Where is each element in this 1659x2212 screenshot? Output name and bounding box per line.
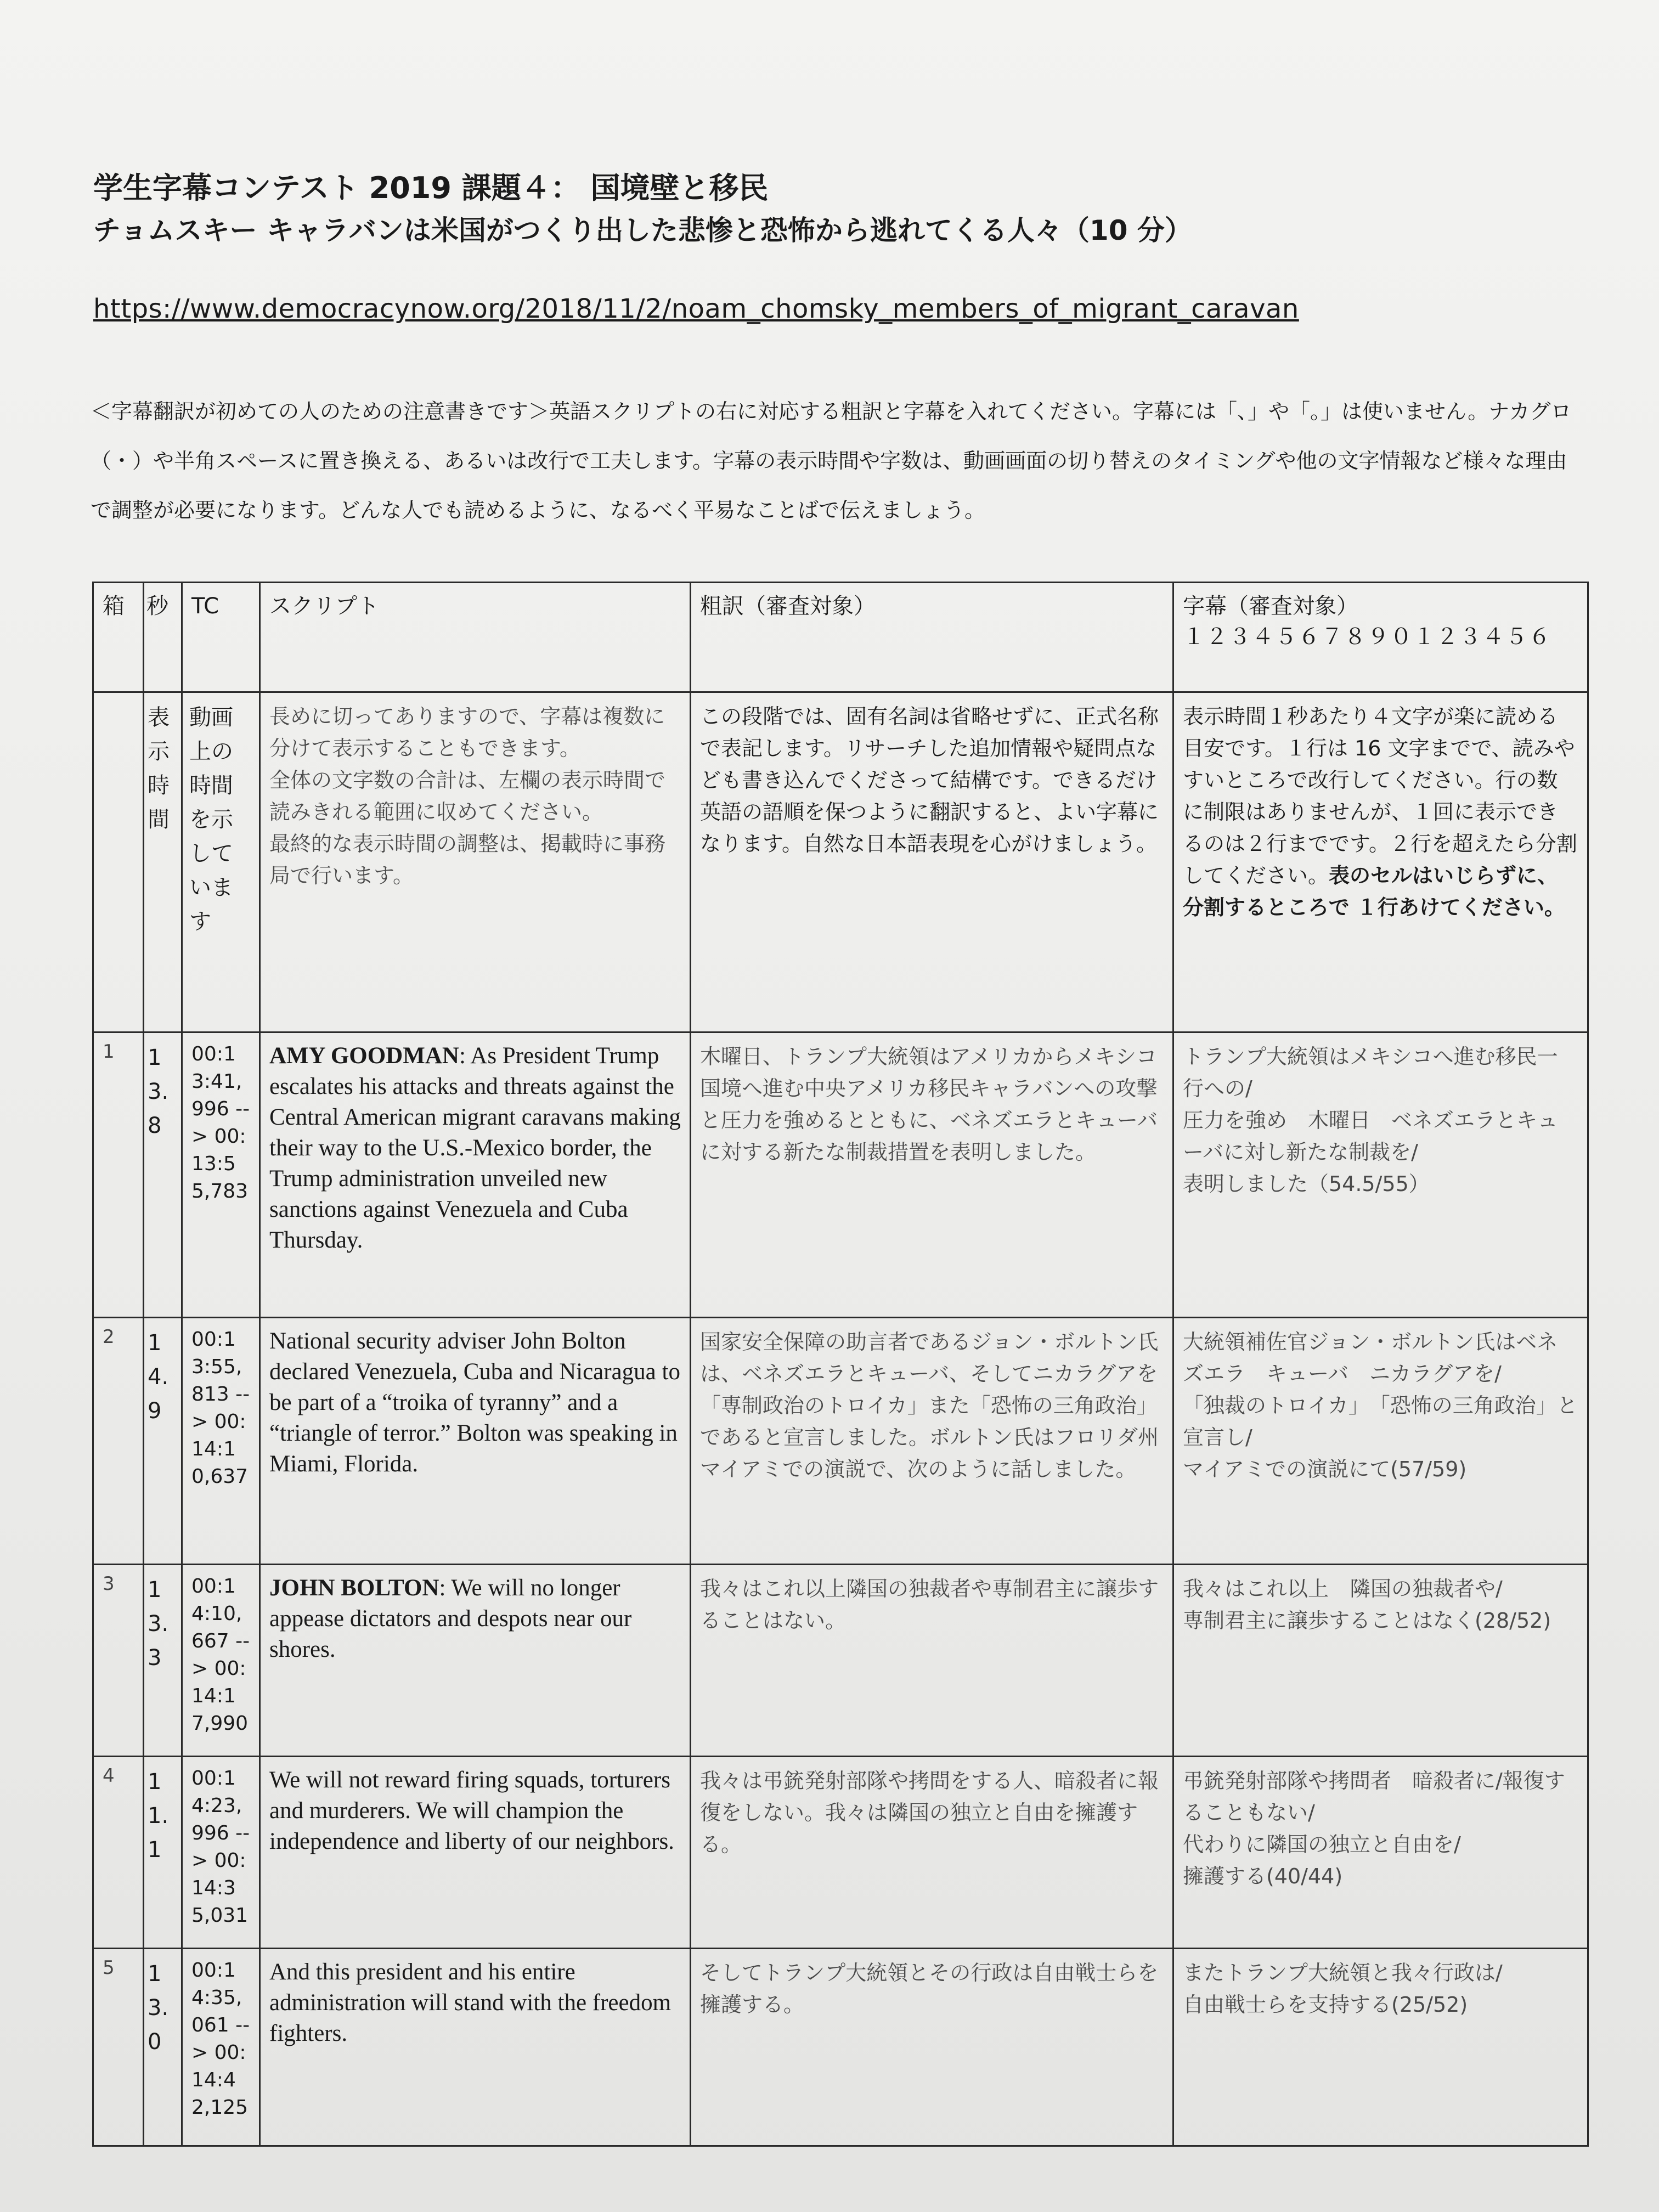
table-row	[93, 1032, 1588, 1318]
row-script	[260, 1032, 691, 1318]
row-timecode: 00:13:41,996 --> 00:13:55,783	[182, 1032, 260, 1318]
table-row	[93, 1949, 1588, 2146]
instruction-rough: この段階では、固有名詞は省略せずに、正式名称で表記します。リサーチした追加情報や疑問点なども書き込んでくださって結構です。できるだけ英語の語順を保つように翻訳すると、よい字幕になります。自然な日本語表現を心がけましょう。	[691, 692, 1173, 1032]
row-script-text: And this president and his entire administration will stand with the freedom fighters.	[269, 1959, 672, 2046]
row-timecode: 00:14:10,667 --> 00:14:17,990	[182, 1565, 260, 1757]
row-seconds: 13.8	[144, 1032, 182, 1318]
row-rough-translation: 木曜日、トランプ大統領はアメリカからメキシコ国境へ進む中央アメリカ移民キャラバンへの攻撃と圧力を強めるとともに、ベネズエラとキューバに対する新たな制裁措置を表明しました。	[691, 1032, 1173, 1318]
instruction-row	[93, 692, 1588, 1032]
header-box: 箱	[93, 583, 144, 692]
row-box-number: 2	[93, 1318, 144, 1565]
row-rough-translation: そしてトランプ大統領とその行政は自由戦士らを擁護する。	[691, 1949, 1173, 2146]
header-subtitle-label: 字幕（審査対象）	[1183, 594, 1358, 619]
row-script-text: : As President Trump escalates his attacks and threats against the Central American migrant caravans making their way to the U.S.-Mexico border, the Trump administration unveiled new sanctions against Venezuela and Cuba Thursday.	[269, 1043, 681, 1253]
row-script-text: We will not reward firing squads, torturers and murderers. We will champion the independence and liberty of our neighbors.	[269, 1767, 674, 1854]
row-seconds: 13.0	[144, 1949, 182, 2146]
instruction-box-cell	[93, 692, 144, 1032]
row-script	[260, 1757, 691, 1949]
row-subtitle: 大統領補佐官ジョン・ボルトン氏はベネズエラ キューバ ニカラグアを/ 「独裁のトロイカ」 「恐怖の三角政治」と宣言し/ マイアミでの演説にて(57/59)	[1173, 1318, 1588, 1565]
row-subtitle: 我々はこれ以上 隣国の独裁者や/ 専制君主に譲歩することはなく(28/52)	[1173, 1565, 1588, 1757]
row-box-number: 1	[93, 1032, 144, 1318]
instruction-script: 長めに切ってありますので、字幕は複数に分けて表示することもできます。 全体の文字数の合計は、左欄の表示時間で読みきれる範囲に収めてください。 最終的な表示時間の調整は、掲載時に事務局で行います。	[260, 692, 691, 1032]
row-speaker: JOHN BOLTON	[269, 1575, 439, 1601]
instruction-seconds: 表示時間	[144, 692, 182, 1032]
row-box-number: 4	[93, 1757, 144, 1949]
instruction-tc: 動画上の時間を示しています	[182, 692, 260, 1032]
row-script	[260, 1318, 691, 1565]
row-timecode: 00:13:55,813 --> 00:14:10,637	[182, 1318, 260, 1565]
row-script-text: : We will no longer appease dictators and despots near our shores.	[269, 1575, 632, 1662]
row-rough-translation: 我々はこれ以上隣国の独裁者や専制君主に譲歩することはない。	[691, 1565, 1173, 1757]
header-subtitle	[1173, 583, 1588, 692]
character-ruler: １２３４５６７８９０１２３４５６	[1183, 624, 1551, 650]
row-timecode: 00:14:23,996 --> 00:14:35,031	[182, 1757, 260, 1949]
instructions-paragraph: ＜字幕翻訳が初めての人のための注意書きです＞英語スクリプトの右に対応する粗訳と字幕を入れてください。字幕には「、」や「。」は使いません。ナカグロ（・）や半角スペースに置き換える、あるいは改行で工夫します。字幕の表示時間や字数は、動画画面の切り替えのタイミングや他の文字情報など様々な理由で調整が必要になります。どんな人でも読めるように、なるべく平易なことばで伝えましょう。	[91, 399, 1572, 522]
header-rough-translation: 粗訳（審査対象）	[691, 583, 1173, 692]
row-subtitle: またトランプ大統領と我々行政は/ 自由戦士らを支持する(25/52)	[1173, 1949, 1588, 2146]
table-row	[93, 1565, 1588, 1757]
row-rough-translation: 我々は弔銃発射部隊や拷問をする人、暗殺者に報復をしない。我々は隣国の独立と自由を擁護する。	[691, 1757, 1173, 1949]
row-subtitle: トランプ大統領はメキシコへ進む移民一行への/ 圧力を強め 木曜日 ベネズエラとキューバに対し新たな制裁を/ 表明しました（54.5/55）	[1173, 1032, 1588, 1318]
row-script	[260, 1565, 691, 1757]
row-timecode: 00:14:35,061 --> 00:14:42,125	[182, 1949, 260, 2146]
header-tc: TC	[182, 583, 260, 692]
row-box-number: 3	[93, 1565, 144, 1757]
row-script	[260, 1949, 691, 2146]
document-subtitle: チョムスキー キャラバンは米国がつくり出した悲惨と恐怖から逃れてくる人々（10 分）	[93, 215, 1192, 246]
row-rough-translation: 国家安全保障の助言者であるジョン・ボルトン氏は、ベネズエラとキューバ、そしてニカラグアを「専制政治のトロイカ」また「恐怖の三角政治」であると宣言しました。ボルトン氏はフロリダ州マイアミでの演説で、次のように話しました。	[691, 1318, 1173, 1565]
document-title: 学生字幕コンテスト 2019 課題４： 国境壁と移民	[93, 171, 769, 205]
row-seconds: 13.3	[144, 1565, 182, 1757]
row-box-number: 5	[93, 1949, 144, 2146]
row-script-text: National security adviser John Bolton declared Venezuela, Cuba and Nicaragua to be part of a “troika of tyranny” and a “triangle of terror.” Bolton was speaking in Miami, Florida.	[269, 1328, 680, 1477]
header-seconds: 秒	[144, 583, 182, 692]
instruction-subtitle	[1173, 692, 1588, 1032]
subtitle-table	[92, 582, 1589, 2147]
table-row	[93, 1757, 1588, 1949]
row-speaker: AMY GOODMAN	[269, 1043, 459, 1069]
row-subtitle: 弔銃発射部隊や拷問者 暗殺者に/報復することもない/ 代わりに隣国の独立と自由を/ 擁護する(40/44)	[1173, 1757, 1588, 1949]
row-seconds: 14.9	[144, 1318, 182, 1565]
header-script: スクリプト	[260, 583, 691, 692]
instruction-subtitle-bold: 表のセルはいじらずに、分割するところで １行あけてください。	[1183, 864, 1565, 919]
table-row	[93, 1318, 1588, 1565]
source-url: https://www.democracynow.org/2018/11/2/noam_chomsky_members_of_migrant_caravan	[93, 294, 1299, 324]
row-seconds: 11.1	[144, 1757, 182, 1949]
instruction-subtitle-text: 表示時間１秒あたり４文字が楽に読める目安です。１行は 16 文字までで、読みやすいところで改行してください。行の数に制限はありませんが、１回に表示できるのは２行までです。２行を超えたら分割してください。	[1183, 704, 1577, 888]
table-header-row	[93, 583, 1588, 692]
